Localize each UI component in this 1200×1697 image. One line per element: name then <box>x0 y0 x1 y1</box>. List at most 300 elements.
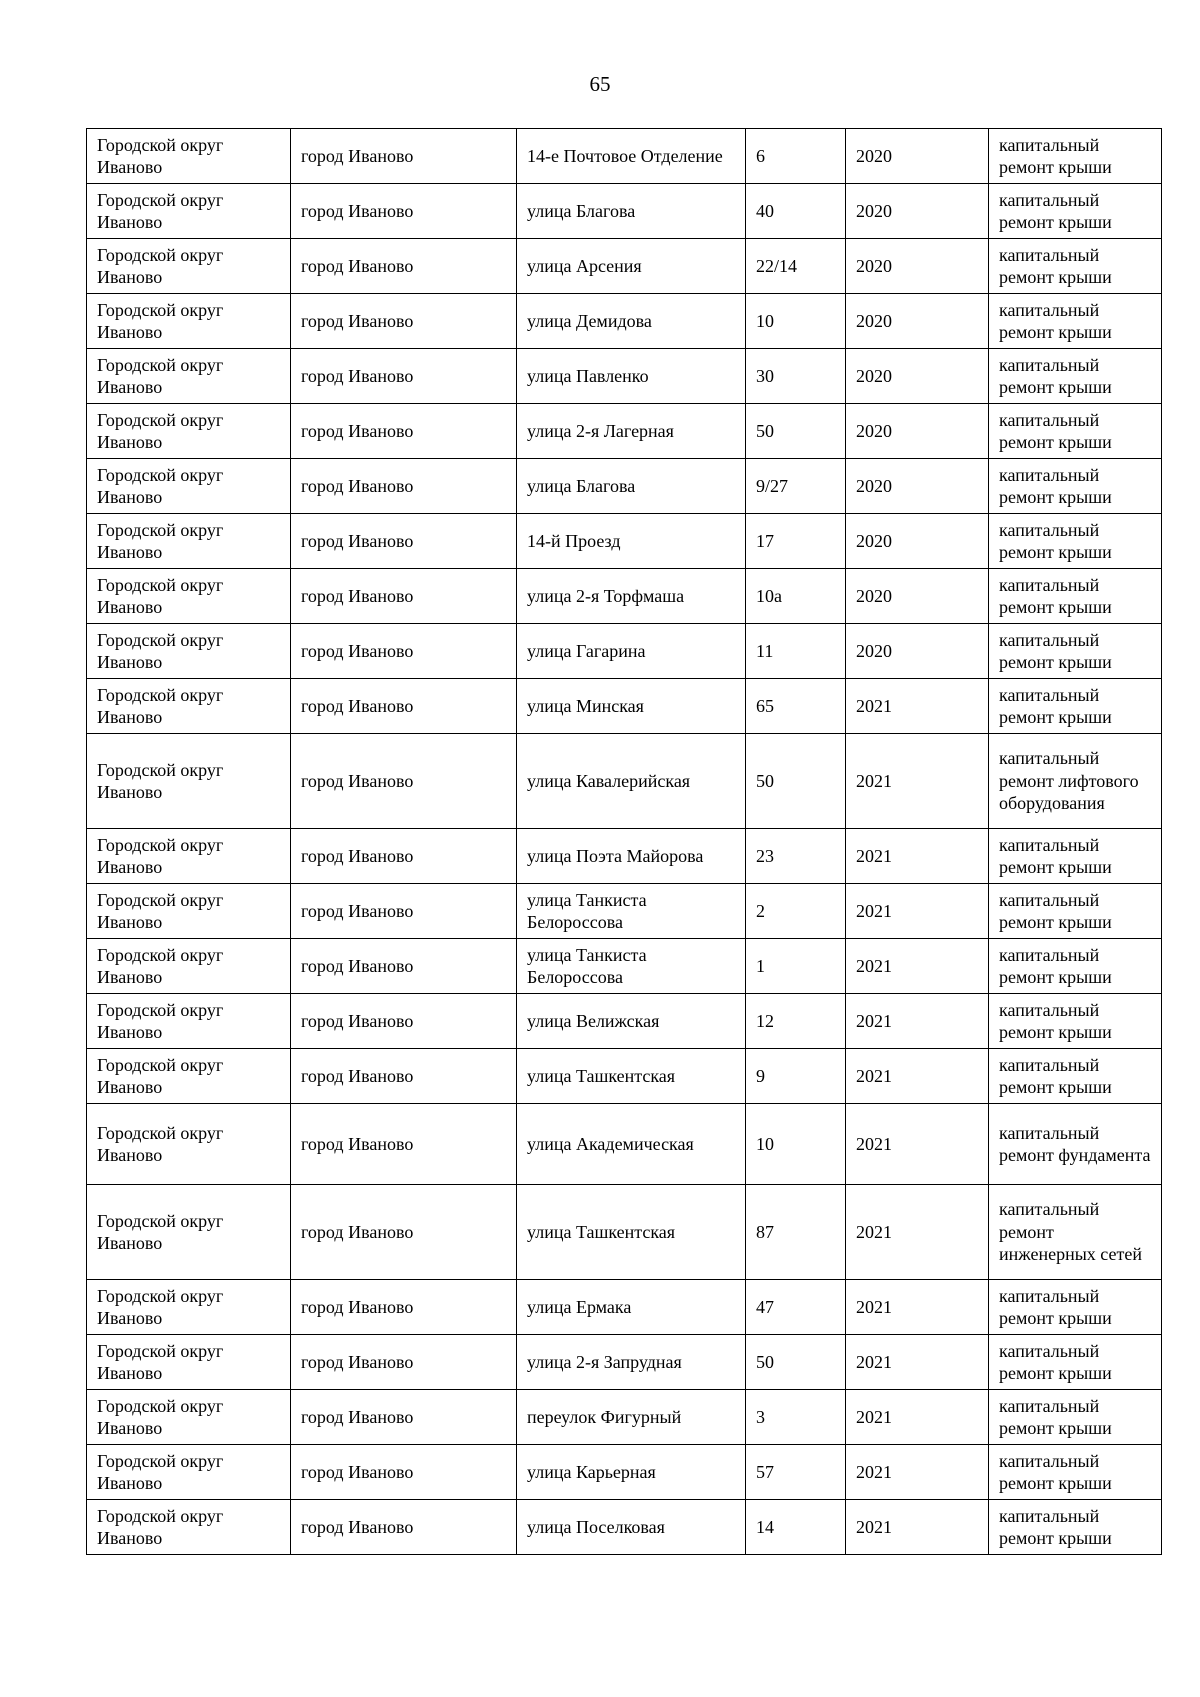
year-cell-text: 2020 <box>856 365 892 386</box>
house-number-cell <box>746 184 846 239</box>
work-type-cell-text: капитальный ремонт крыши <box>999 409 1112 452</box>
work-type-cell-text: капитальный ремонт крыши <box>999 834 1112 877</box>
year-cell <box>846 1104 989 1185</box>
street-cell-text: улица Ташкентская <box>527 1221 676 1242</box>
settlement-cell <box>291 1335 517 1390</box>
year-cell-text: 2020 <box>856 145 892 166</box>
work-type-cell-text: капитальный ремонт крыши <box>999 684 1112 727</box>
table-row <box>87 679 1162 734</box>
settlement-cell <box>291 239 517 294</box>
work-type-cell <box>989 349 1162 404</box>
district-cell-text: Городской округ Иваново <box>97 944 224 987</box>
house-number-cell-text: 2 <box>756 900 765 921</box>
work-type-cell-text: капитальный ремонт крыши <box>999 189 1112 232</box>
district-cell-text: Городской округ Иваново <box>97 1054 224 1097</box>
page-number: 65 <box>589 72 611 96</box>
street-cell-text: улица Академическая <box>527 1133 694 1154</box>
district-cell-text: Городской округ Иваново <box>97 1450 224 1493</box>
district-cell <box>87 994 291 1049</box>
house-number-cell <box>746 404 846 459</box>
house-number-cell-text: 10 <box>756 1133 774 1154</box>
year-cell <box>846 1445 989 1500</box>
district-cell <box>87 1185 291 1280</box>
table-row <box>87 1280 1162 1335</box>
work-type-cell <box>989 514 1162 569</box>
settlement-cell-text: город Иваново <box>301 420 414 441</box>
year-cell <box>846 129 989 184</box>
district-cell <box>87 679 291 734</box>
work-type-cell-text: капитальный ремонт крыши <box>999 354 1112 397</box>
table-row <box>87 184 1162 239</box>
year-cell <box>846 1280 989 1335</box>
house-number-cell <box>746 349 846 404</box>
table-row <box>87 239 1162 294</box>
house-number-cell-text: 1 <box>756 955 765 976</box>
district-cell <box>87 1049 291 1104</box>
work-type-cell-text: капитальный ремонт крыши <box>999 1054 1112 1097</box>
year-cell <box>846 829 989 884</box>
street-cell-text: улица 2-я Лагерная <box>527 420 674 441</box>
settlement-cell <box>291 184 517 239</box>
house-number-cell <box>746 884 846 939</box>
street-cell-text: улица 2-я Торфмаша <box>527 585 685 606</box>
district-cell <box>87 349 291 404</box>
work-type-cell <box>989 294 1162 349</box>
work-type-cell <box>989 994 1162 1049</box>
settlement-cell <box>291 1445 517 1500</box>
settlement-cell <box>291 679 517 734</box>
table-row <box>87 734 1162 829</box>
street-cell <box>517 939 746 994</box>
year-cell <box>846 1500 989 1555</box>
settlement-cell-text: город Иваново <box>301 1351 414 1372</box>
district-cell-text: Городской округ Иваново <box>97 519 224 562</box>
district-cell-text: Городской округ Иваново <box>97 629 224 672</box>
settlement-cell-text: город Иваново <box>301 695 414 716</box>
work-type-cell <box>989 1445 1162 1500</box>
street-cell-text: улица Ташкентская <box>527 1065 676 1086</box>
work-type-cell <box>989 1185 1162 1280</box>
street-cell <box>517 884 746 939</box>
year-cell <box>846 624 989 679</box>
street-cell <box>517 734 746 829</box>
settlement-cell-text: город Иваново <box>301 1296 414 1317</box>
district-cell-text: Городской округ Иваново <box>97 1340 224 1383</box>
work-type-cell <box>989 239 1162 294</box>
settlement-cell <box>291 624 517 679</box>
house-number-cell-text: 9/27 <box>756 475 789 496</box>
settlement-cell-text: город Иваново <box>301 770 414 791</box>
work-type-cell-text: капитальный ремонт крыши <box>999 629 1112 672</box>
settlement-cell <box>291 734 517 829</box>
district-cell <box>87 829 291 884</box>
street-cell <box>517 514 746 569</box>
year-cell-text: 2021 <box>856 955 892 976</box>
table-row <box>87 939 1162 994</box>
house-number-cell <box>746 1049 846 1104</box>
district-cell <box>87 294 291 349</box>
year-cell-text: 2021 <box>856 770 892 791</box>
settlement-cell <box>291 1390 517 1445</box>
year-cell-text: 2020 <box>856 475 892 496</box>
work-type-cell-text: капитальный ремонт крыши <box>999 519 1112 562</box>
district-cell-text: Городской округ Иваново <box>97 1285 224 1328</box>
house-number-cell-text: 40 <box>756 200 774 221</box>
district-cell-text: Городской округ Иваново <box>97 1122 224 1165</box>
year-cell <box>846 569 989 624</box>
settlement-cell <box>291 1104 517 1185</box>
year-cell-text: 2020 <box>856 310 892 331</box>
table-row <box>87 1500 1162 1555</box>
district-cell-text: Городской округ Иваново <box>97 889 224 932</box>
district-cell-text: Городской округ Иваново <box>97 464 224 507</box>
street-cell-text: 14-е Почтовое Отделение <box>527 145 723 166</box>
house-number-cell-text: 50 <box>756 1351 774 1372</box>
year-cell <box>846 514 989 569</box>
table-row <box>87 1104 1162 1185</box>
house-number-cell-text: 11 <box>756 640 774 661</box>
settlement-cell <box>291 514 517 569</box>
district-cell-text: Городской округ Иваново <box>97 759 224 802</box>
work-type-cell <box>989 404 1162 459</box>
house-number-cell <box>746 514 846 569</box>
year-cell <box>846 239 989 294</box>
work-type-cell-text: капитальный ремонт крыши <box>999 889 1112 932</box>
settlement-cell <box>291 459 517 514</box>
table-row <box>87 1335 1162 1390</box>
year-cell <box>846 884 989 939</box>
table-row <box>87 1049 1162 1104</box>
house-number-cell-text: 50 <box>756 420 774 441</box>
work-type-cell <box>989 184 1162 239</box>
house-number-cell <box>746 1185 846 1280</box>
settlement-cell-text: город Иваново <box>301 1406 414 1427</box>
year-cell <box>846 1335 989 1390</box>
street-cell-text: улица Минская <box>527 695 644 716</box>
work-type-cell <box>989 734 1162 829</box>
settlement-cell-text: город Иваново <box>301 585 414 606</box>
year-cell <box>846 184 989 239</box>
house-number-cell <box>746 1500 846 1555</box>
year-cell-text: 2021 <box>856 1010 892 1031</box>
house-number-cell <box>746 129 846 184</box>
table-row <box>87 994 1162 1049</box>
house-number-cell-text: 6 <box>756 145 765 166</box>
street-cell-text: улица Поэта Майорова <box>527 845 704 866</box>
table-row <box>87 459 1162 514</box>
settlement-cell-text: город Иваново <box>301 1516 414 1537</box>
street-cell-text: 14-й Проезд <box>527 530 621 551</box>
house-number-cell <box>746 294 846 349</box>
year-cell-text: 2020 <box>856 585 892 606</box>
house-number-cell <box>746 239 846 294</box>
settlement-cell-text: город Иваново <box>301 640 414 661</box>
work-type-cell-text: капитальный ремонт крыши <box>999 134 1112 177</box>
district-cell <box>87 184 291 239</box>
settlement-cell-text: город Иваново <box>301 145 414 166</box>
table-row <box>87 1185 1162 1280</box>
street-cell-text: улица Поселковая <box>527 1516 665 1537</box>
street-cell <box>517 1280 746 1335</box>
work-type-cell <box>989 884 1162 939</box>
district-cell-text: Городской округ Иваново <box>97 999 224 1042</box>
district-cell <box>87 129 291 184</box>
year-cell <box>846 459 989 514</box>
street-cell-text: переулок Фигурный <box>527 1406 682 1427</box>
work-type-cell <box>989 1280 1162 1335</box>
district-cell <box>87 939 291 994</box>
house-number-cell <box>746 1335 846 1390</box>
work-type-cell <box>989 1104 1162 1185</box>
district-cell <box>87 1104 291 1185</box>
settlement-cell <box>291 1500 517 1555</box>
district-cell <box>87 884 291 939</box>
house-number-cell-text: 3 <box>756 1406 765 1427</box>
year-cell-text: 2020 <box>856 200 892 221</box>
year-cell-text: 2021 <box>856 1406 892 1427</box>
repair-schedule-table <box>86 128 1162 1555</box>
work-type-cell-text: капитальный ремонт крыши <box>999 1450 1112 1493</box>
street-cell <box>517 679 746 734</box>
year-cell <box>846 349 989 404</box>
settlement-cell <box>291 884 517 939</box>
settlement-cell-text: город Иваново <box>301 1010 414 1031</box>
district-cell-text: Городской округ Иваново <box>97 1210 224 1253</box>
work-type-cell-text: капитальный ремонт крыши <box>999 1340 1112 1383</box>
table-row <box>87 1390 1162 1445</box>
work-type-cell <box>989 1390 1162 1445</box>
street-cell-text: улица Арсения <box>527 255 642 276</box>
street-cell-text: улица Танкиста Белороссова <box>527 944 647 987</box>
work-type-cell-text: капитальный ремонт крыши <box>999 1505 1112 1548</box>
settlement-cell <box>291 939 517 994</box>
district-cell-text: Городской округ Иваново <box>97 1395 224 1438</box>
table-row <box>87 294 1162 349</box>
district-cell-text: Городской округ Иваново <box>97 684 224 727</box>
year-cell-text: 2021 <box>856 1351 892 1372</box>
street-cell <box>517 1049 746 1104</box>
district-cell <box>87 624 291 679</box>
year-cell <box>846 734 989 829</box>
district-cell-text: Городской округ Иваново <box>97 409 224 452</box>
settlement-cell-text: город Иваново <box>301 365 414 386</box>
street-cell <box>517 184 746 239</box>
street-cell <box>517 994 746 1049</box>
street-cell <box>517 239 746 294</box>
settlement-cell <box>291 994 517 1049</box>
year-cell-text: 2021 <box>856 1065 892 1086</box>
year-cell-text: 2021 <box>856 900 892 921</box>
district-cell <box>87 459 291 514</box>
work-type-cell-text: капитальный ремонт крыши <box>999 999 1112 1042</box>
street-cell <box>517 404 746 459</box>
street-cell-text: улица 2-я Запрудная <box>527 1351 682 1372</box>
settlement-cell <box>291 1049 517 1104</box>
house-number-cell-text: 22/14 <box>756 255 798 276</box>
work-type-cell-text: капитальный ремонт крыши <box>999 1285 1112 1328</box>
house-number-cell <box>746 734 846 829</box>
settlement-cell-text: город Иваново <box>301 1133 414 1154</box>
work-type-cell <box>989 1049 1162 1104</box>
district-cell-text: Городской округ Иваново <box>97 834 224 877</box>
district-cell <box>87 514 291 569</box>
table-row <box>87 514 1162 569</box>
work-type-cell <box>989 1335 1162 1390</box>
district-cell-text: Городской округ Иваново <box>97 354 224 397</box>
district-cell <box>87 1445 291 1500</box>
work-type-cell-text: капитальный ремонт крыши <box>999 464 1112 507</box>
settlement-cell-text: город Иваново <box>301 1065 414 1086</box>
table-row <box>87 1445 1162 1500</box>
house-number-cell <box>746 1104 846 1185</box>
year-cell-text: 2021 <box>856 1516 892 1537</box>
street-cell <box>517 569 746 624</box>
settlement-cell-text: город Иваново <box>301 955 414 976</box>
district-cell-text: Городской округ Иваново <box>97 134 224 177</box>
house-number-cell-text: 9 <box>756 1065 765 1086</box>
work-type-cell-text: капитальный ремонт крыши <box>999 944 1112 987</box>
district-cell <box>87 1335 291 1390</box>
district-cell <box>87 404 291 459</box>
house-number-cell <box>746 679 846 734</box>
year-cell <box>846 404 989 459</box>
street-cell-text: улица Кавалерийская <box>527 770 691 791</box>
work-type-cell-text: капитальный ремонт инженерных сетей <box>999 1199 1142 1265</box>
district-cell-text: Городской округ Иваново <box>97 299 224 342</box>
year-cell-text: 2021 <box>856 695 892 716</box>
year-cell-text: 2020 <box>856 530 892 551</box>
work-type-cell <box>989 1500 1162 1555</box>
district-cell <box>87 1280 291 1335</box>
year-cell-text: 2021 <box>856 1133 892 1154</box>
street-cell <box>517 829 746 884</box>
work-type-cell <box>989 939 1162 994</box>
street-cell <box>517 1445 746 1500</box>
table-row <box>87 624 1162 679</box>
street-cell <box>517 1104 746 1185</box>
work-type-cell-text: капитальный ремонт фундамента <box>999 1122 1151 1165</box>
year-cell-text: 2021 <box>856 1296 892 1317</box>
house-number-cell <box>746 829 846 884</box>
house-number-cell-text: 65 <box>756 695 774 716</box>
district-cell-text: Городской округ Иваново <box>97 1505 224 1548</box>
table-row <box>87 129 1162 184</box>
work-type-cell-text: капитальный ремонт крыши <box>999 299 1112 342</box>
district-cell-text: Городской округ Иваново <box>97 189 224 232</box>
house-number-cell-text: 23 <box>756 845 774 866</box>
work-type-cell <box>989 679 1162 734</box>
year-cell-text: 2020 <box>856 420 892 441</box>
street-cell <box>517 294 746 349</box>
work-type-cell-text: капитальный ремонт крыши <box>999 1395 1112 1438</box>
settlement-cell <box>291 569 517 624</box>
district-cell <box>87 569 291 624</box>
house-number-cell-text: 17 <box>756 530 774 551</box>
settlement-cell <box>291 349 517 404</box>
house-number-cell-text: 57 <box>756 1461 774 1482</box>
house-number-cell <box>746 1390 846 1445</box>
settlement-cell <box>291 1280 517 1335</box>
year-cell-text: 2020 <box>856 640 892 661</box>
year-cell <box>846 1390 989 1445</box>
table-row <box>87 404 1162 459</box>
table-row <box>87 569 1162 624</box>
house-number-cell <box>746 939 846 994</box>
street-cell-text: улица Танкиста Белороссова <box>527 889 647 932</box>
district-cell <box>87 1500 291 1555</box>
work-type-cell <box>989 569 1162 624</box>
house-number-cell-text: 12 <box>756 1010 774 1031</box>
year-cell-text: 2021 <box>856 845 892 866</box>
street-cell <box>517 349 746 404</box>
settlement-cell <box>291 404 517 459</box>
house-number-cell <box>746 459 846 514</box>
settlement-cell-text: город Иваново <box>301 845 414 866</box>
house-number-cell <box>746 569 846 624</box>
street-cell-text: улица Демидова <box>527 310 652 331</box>
house-number-cell-text: 47 <box>756 1296 774 1317</box>
street-cell <box>517 624 746 679</box>
house-number-cell <box>746 624 846 679</box>
street-cell-text: улица Гагарина <box>527 640 646 661</box>
house-number-cell-text: 10 <box>756 310 774 331</box>
house-number-cell-text: 30 <box>756 365 774 386</box>
table-row <box>87 884 1162 939</box>
year-cell-text: 2020 <box>856 255 892 276</box>
district-cell-text: Городской округ Иваново <box>97 574 224 617</box>
house-number-cell-text: 14 <box>756 1516 774 1537</box>
settlement-cell-text: город Иваново <box>301 900 414 921</box>
work-type-cell <box>989 459 1162 514</box>
street-cell <box>517 459 746 514</box>
work-type-cell-text: капитальный ремонт крыши <box>999 244 1112 287</box>
work-type-cell-text: капитальный ремонт лифтового оборудования <box>999 748 1139 814</box>
house-number-cell-text: 87 <box>756 1221 774 1242</box>
street-cell <box>517 1390 746 1445</box>
settlement-cell <box>291 829 517 884</box>
year-cell <box>846 294 989 349</box>
work-type-cell-text: капитальный ремонт крыши <box>999 574 1112 617</box>
district-cell <box>87 734 291 829</box>
street-cell-text: улица Ермака <box>527 1296 632 1317</box>
work-type-cell <box>989 129 1162 184</box>
street-cell <box>517 1185 746 1280</box>
street-cell-text: улица Велижская <box>527 1010 660 1031</box>
street-cell <box>517 129 746 184</box>
settlement-cell <box>291 294 517 349</box>
settlement-cell-text: город Иваново <box>301 1461 414 1482</box>
house-number-cell <box>746 1445 846 1500</box>
year-cell <box>846 1049 989 1104</box>
settlement-cell-text: город Иваново <box>301 475 414 496</box>
settlement-cell-text: город Иваново <box>301 310 414 331</box>
year-cell-text: 2021 <box>856 1221 892 1242</box>
street-cell-text: улица Павленко <box>527 365 649 386</box>
street-cell-text: улица Благова <box>527 475 636 496</box>
house-number-cell <box>746 1280 846 1335</box>
district-cell <box>87 1390 291 1445</box>
house-number-cell <box>746 994 846 1049</box>
street-cell <box>517 1500 746 1555</box>
street-cell-text: улица Карьерная <box>527 1461 656 1482</box>
street-cell <box>517 1335 746 1390</box>
settlement-cell-text: город Иваново <box>301 530 414 551</box>
table-body <box>87 129 1162 1555</box>
settlement-cell-text: город Иваново <box>301 200 414 221</box>
work-type-cell <box>989 624 1162 679</box>
year-cell <box>846 994 989 1049</box>
work-type-cell <box>989 829 1162 884</box>
